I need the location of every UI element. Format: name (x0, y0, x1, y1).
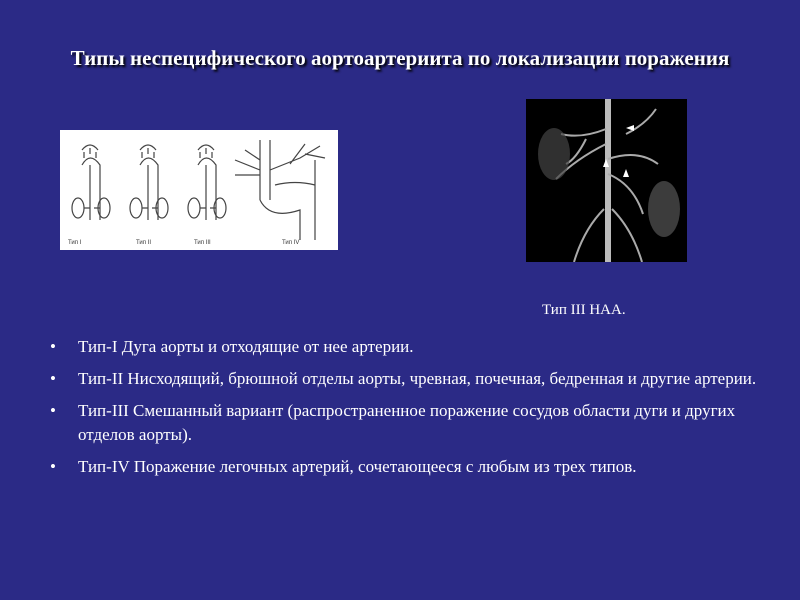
list-item (48, 335, 758, 359)
angiography-caption: Тип III НАА. (542, 302, 626, 318)
bullet-dot-icon: • (50, 337, 56, 356)
list-item-text: Тип-I Дуга аорты и отходящие от нее артерии. (78, 337, 414, 356)
bullet-dot-icon: • (50, 457, 56, 476)
bullet-dot-icon: • (50, 369, 56, 388)
list-item-text: Тип-II Нисходящий, брюшной отделы аорты, чревная, почечная, бедренная и другие артерии. (78, 369, 757, 388)
slide-title: Типы неспецифического аортоартериита по локализации поражения (70, 46, 730, 70)
types-list (48, 335, 758, 487)
bullet-dot-icon: • (50, 401, 56, 420)
type-label: Тип III (194, 240, 211, 246)
type-iv-schematic (235, 140, 325, 240)
list-item-text: Тип-IV Поражение легочных артерий, сочетающееся с любым из трех типов. (78, 457, 637, 476)
list-item (48, 399, 758, 447)
angiography-svg (526, 99, 687, 262)
list-item-text: Тип-III Смешанный вариант (распространенное поражение сосудов области дуги и других отделов аорты). (78, 401, 736, 444)
types-schematic-svg (60, 130, 338, 250)
type-ii-schematic (130, 145, 168, 220)
type-i-schematic (72, 145, 110, 220)
type-label: Тип II (136, 240, 152, 246)
list-item (48, 455, 758, 479)
type-label: Тип I (68, 240, 82, 246)
list-item (48, 367, 758, 391)
type-label: Тип IV (282, 240, 300, 246)
aortoarteritis-types-diagram (60, 130, 338, 250)
type-iii-schematic (188, 145, 226, 220)
angiography-image (526, 99, 687, 262)
